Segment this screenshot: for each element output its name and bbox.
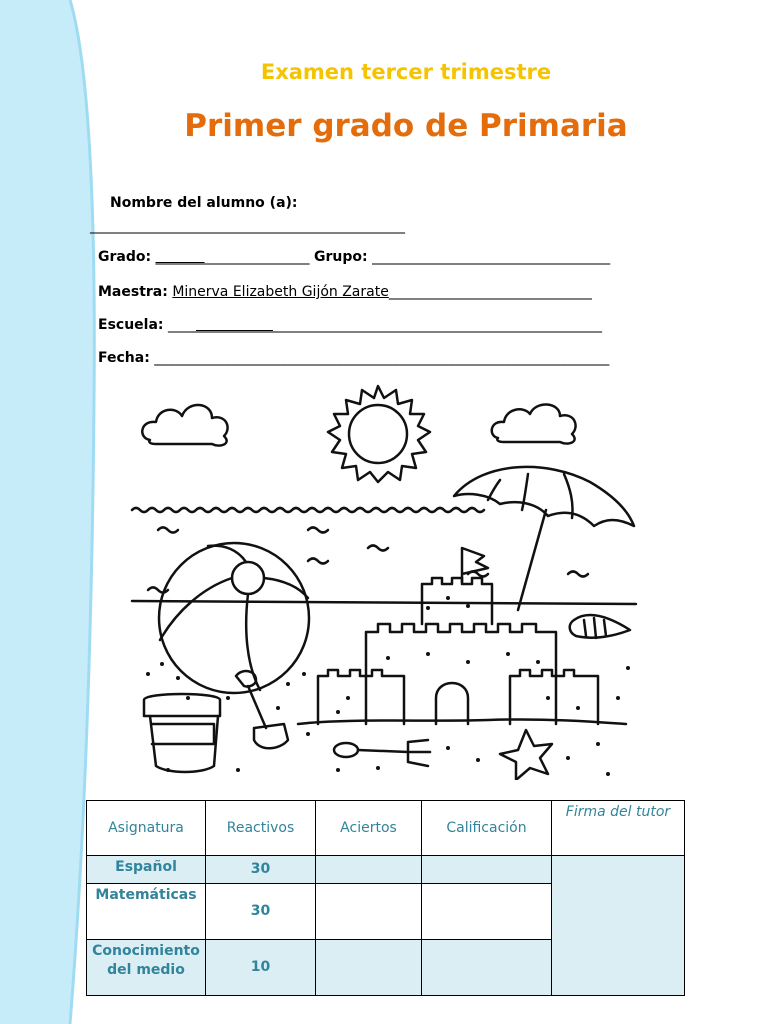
fecha-line[interactable]: _________________________________________________________________	[154, 350, 610, 366]
grupo-label: Grupo:	[314, 249, 368, 265]
escuela-label: Escuela:	[98, 317, 164, 333]
header-reactivos: Reactivos	[206, 801, 316, 856]
table-row	[87, 856, 685, 884]
aciertos-cell[interactable]	[316, 856, 422, 884]
wave-line	[132, 508, 484, 512]
beach-coloring-illustration	[128, 378, 640, 780]
wave-mark	[368, 546, 388, 551]
aciertos-cell[interactable]	[316, 940, 422, 996]
reactivos-cell: 10	[206, 940, 316, 996]
sun-icon	[328, 386, 430, 482]
escuela-line-b[interactable]: ___________	[195, 317, 273, 333]
beach-ball-icon	[159, 543, 309, 693]
maestra-label: Maestra:	[98, 284, 168, 300]
firma-tutor-cell[interactable]	[552, 856, 685, 996]
calificacion-cell[interactable]	[422, 856, 552, 884]
subject-cell: Español	[87, 856, 206, 884]
aciertos-cell[interactable]	[316, 884, 422, 940]
maestra-value: Minerva Elizabeth Gijón Zarate	[172, 284, 389, 300]
wave-mark	[308, 528, 328, 533]
wave-mark	[158, 528, 178, 533]
escuela-row	[98, 317, 602, 333]
student-name-label: Nombre del alumno (a):	[110, 195, 298, 211]
escuela-line-a[interactable]: ____	[167, 317, 196, 333]
bucket-icon	[144, 694, 220, 772]
fecha-row	[98, 350, 609, 366]
header-asignatura: Asignatura	[87, 801, 206, 856]
student-name-line[interactable]: _____________________________________________	[90, 218, 405, 234]
header-firma-tutor: Firma del tutor	[552, 801, 685, 856]
grupo-line[interactable]: __________________________________	[372, 249, 611, 265]
reactivos-cell: 30	[206, 856, 316, 884]
subject-cell: Conocimiento del medio	[87, 940, 206, 996]
grade-title: Primer grado de Primaria	[184, 108, 628, 144]
escuela-line-c[interactable]: _______________________________________________	[272, 317, 602, 333]
starfish-icon	[500, 730, 552, 780]
wave-mark	[568, 572, 588, 577]
grades-table	[86, 800, 685, 996]
reactivos-cell: 30	[206, 884, 316, 940]
exam-title: Examen tercer trimestre	[260, 60, 552, 84]
header-calificacion: Calificación	[422, 801, 552, 856]
table-header-row	[87, 801, 685, 856]
shoreline	[132, 601, 636, 604]
cloud-icon	[142, 405, 227, 446]
calificacion-cell[interactable]	[422, 884, 552, 940]
subject-cell: Matemáticas	[87, 884, 206, 940]
wave-mark	[308, 559, 328, 564]
maestra-row	[98, 284, 592, 300]
grado-line-b[interactable]: _______________	[204, 249, 310, 265]
calificacion-cell[interactable]	[422, 940, 552, 996]
header-aciertos: Aciertos	[316, 801, 422, 856]
maestra-line[interactable]: _____________________________	[388, 284, 592, 300]
student-name-label-row	[110, 195, 298, 211]
grado-line-a[interactable]: _______	[155, 249, 205, 265]
rake-icon	[334, 740, 430, 766]
cloud-icon	[492, 404, 576, 443]
grado-label: Grado:	[98, 249, 152, 265]
beach-umbrella-icon	[454, 467, 634, 610]
seashell-icon	[570, 615, 630, 638]
shovel-icon	[236, 671, 288, 748]
grado-row	[98, 249, 610, 265]
fecha-label: Fecha:	[98, 350, 150, 366]
